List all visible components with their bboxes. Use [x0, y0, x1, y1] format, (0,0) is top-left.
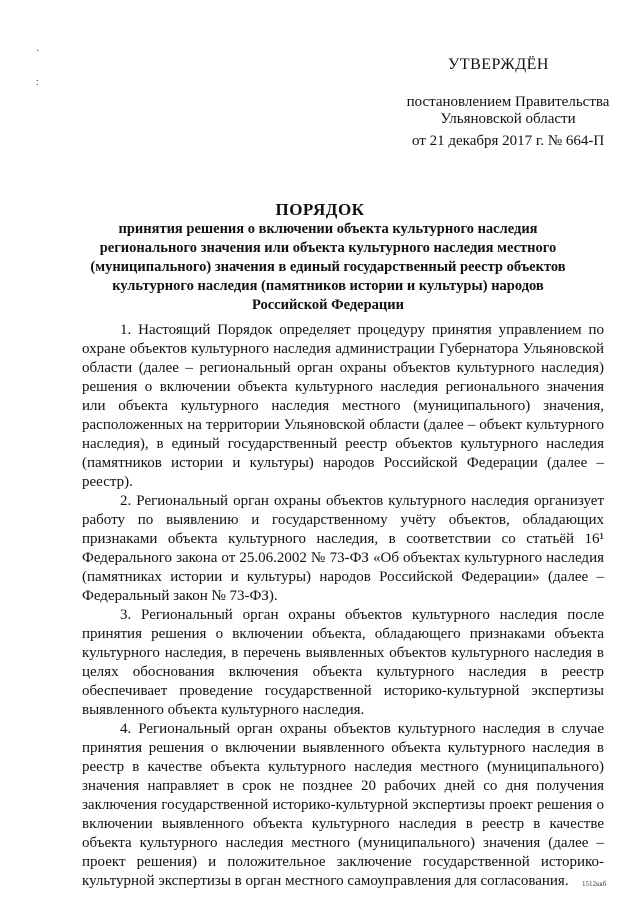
margin-mark: ∶ [36, 78, 39, 89]
document-title: ПОРЯДОК [275, 200, 365, 219]
document-subtitle: принятия решения о включении объекта культурного наследия регионального значения или объекта культурного наследия местного (муниципального) значения в единый государственный реестр объектов культурного наследия (памятников истории и культуры) народов Российской Федерации [90, 221, 566, 313]
approved-heading: УТВЕРЖДЁН [448, 56, 549, 73]
paragraph-3: 3. Региональный орган охраны объектов культурного наследия после принятия решения о включении объекта, обладающего признаками объекта культурного наследия, в перечень выявленных объектов культурного наследия в целях обоснования включения объекта культурного наследия в реестр обеспечивает проведение государственной историко-культурной экспертизы выявленного объекта культурного наследия. [82, 607, 604, 718]
paragraph-1: 1. Настоящий Порядок определяет процедуру принятия управлением по охране объектов культурного наследия администрации Губернатора Ульяновской области (далее – региональный орган охраны объектов культурного наследия) решения о включении объекта культурного наследия регионального значения или объекта культурного наследия местного (муниципального) значения, расположенных на территории Ульяновской области (далее – объект культурного наследия), в единый государственный реестр объектов культурного наследия (памятников истории и культуры) народов Российской Федерации (далее – реестр). [82, 322, 604, 490]
margin-marks [36, 36, 39, 100]
paragraph-4: 4. Региональный орган охраны объектов культурного наследия в случае принятия решения о включении выявленного объекта культурного наследия в реестр в качестве объекта культурного наследия местного (муниципального) значения направляет в срок не позднее 20 рабочих дней со дня получения заключения государственной историко-культурной экспертизы проект решения о включении выявленного объекта культурного наследия в реестр в качестве объекта культурного наследия местного (муниципального) значения (далее – проект решения) и положительное заключение государственной историко-культурной экспертизы в орган местного самоуправления для согласования. [82, 721, 604, 889]
footer-code: 1512ккб [582, 880, 607, 888]
approved-date-number: от 21 декабря 2017 г. № 664-П [412, 133, 605, 149]
paragraph-2: 2. Региональный орган охраны объектов культурного наследия организует работу по выявлению и государственному учёту объектов, обладающих признаками объекта культурного наследия, в соответствии со статьёй 16¹ Федерального закона от 25.06.2002 № 73-ФЗ «Об объектах культурного наследия (памятниках истории и культуры) народов Российской Федерации» (далее – Федеральный закон № 73-ФЗ). [82, 493, 604, 604]
approved-resolution: постановлением Правительства Ульяновской области [406, 94, 610, 127]
margin-mark: · [36, 46, 40, 57]
document-body [82, 321, 607, 891]
